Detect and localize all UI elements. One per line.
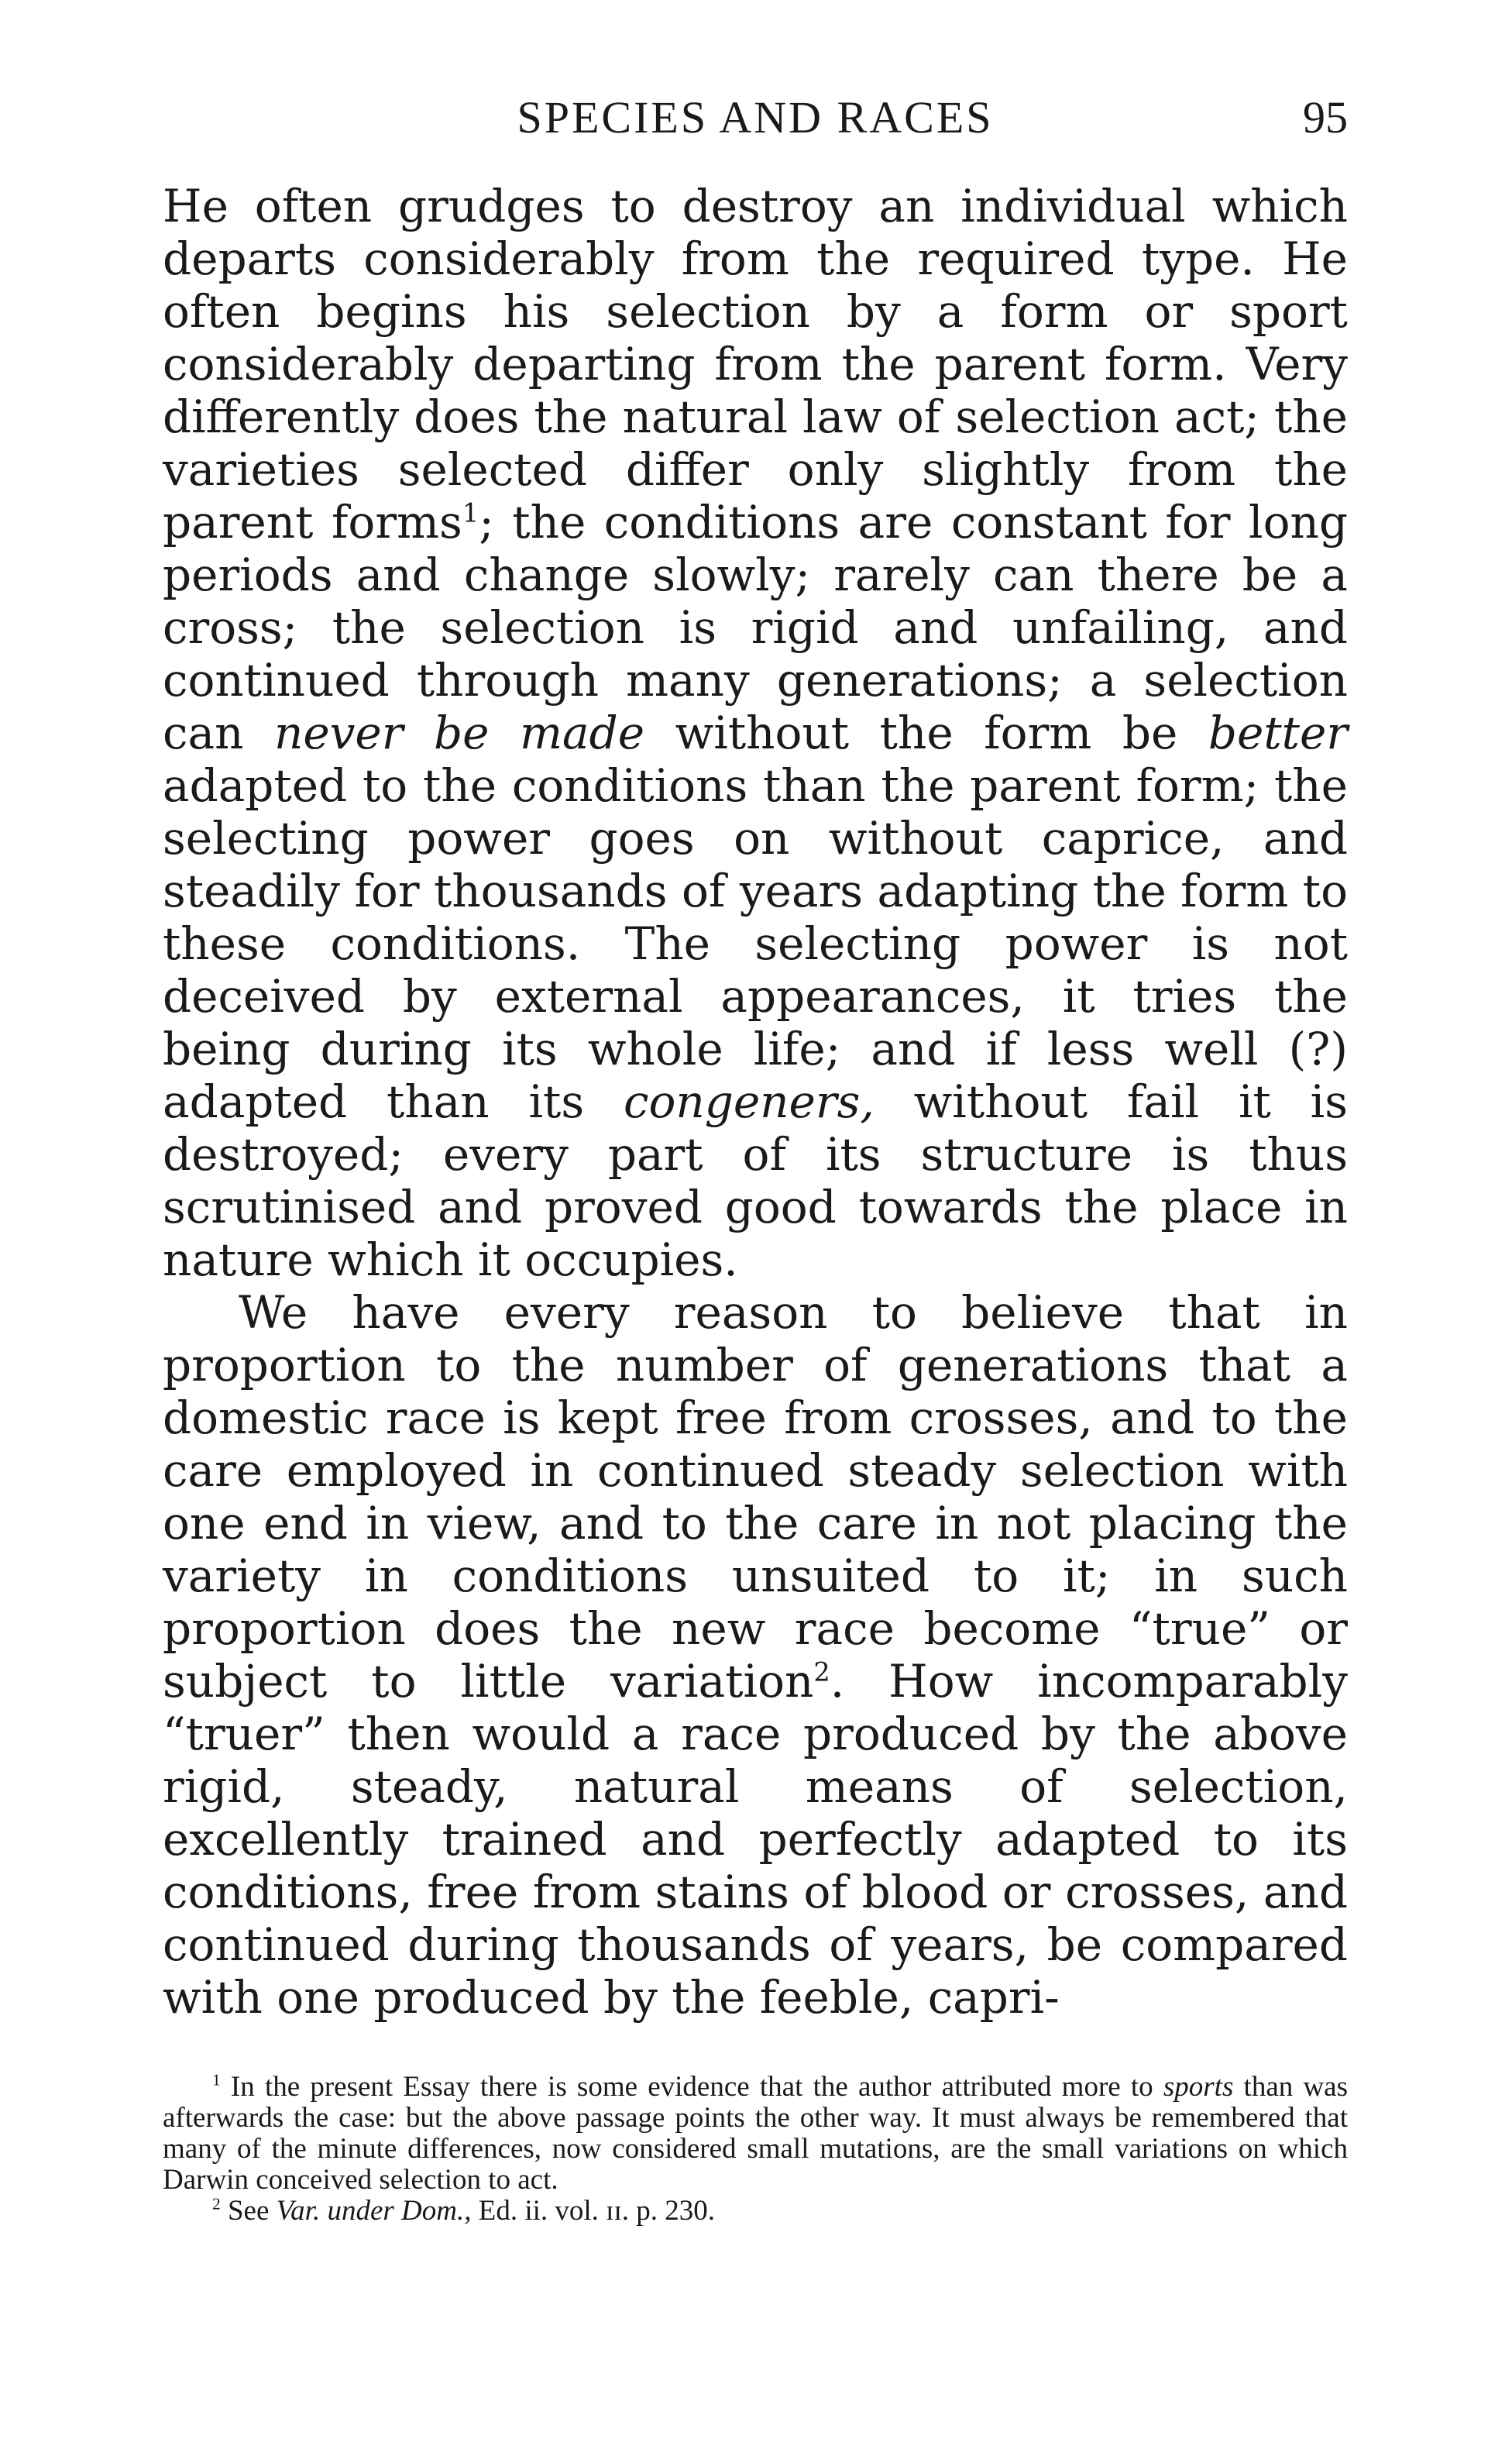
footnote-ref-1: 1 — [462, 497, 479, 528]
running-title: SPECIES AND RACES — [517, 92, 994, 143]
footnote-1-text-1: In the present Essay there is some evidence that the author attributed more to — [220, 2071, 1163, 2103]
paragraph-2 — [163, 1286, 1348, 2024]
paragraph-1-text-3: without the form be — [644, 707, 1208, 759]
paragraph-1-text-5: without fail it is destroyed; every part of its structure is thus scrutinised and proved good towards the place in nature which it occupies. — [163, 1075, 1348, 1286]
paragraph-2-text-2: . How incomparably “truer” then would a race produced by the above rigid, steady, natural means of selection, excellently trained and perfectly adapted to its conditions, free from stains of blood or crosses, and continued during thousands of years, be compared with one produced by the feeble, capri- — [163, 1655, 1348, 2024]
footnote-1 — [163, 2072, 1348, 2196]
paragraph-1-italic-2: better — [1208, 707, 1349, 759]
body-text — [163, 180, 1348, 2024]
paragraph-1-italic-3: congeners, — [623, 1075, 875, 1128]
paragraph-1-text-1: He often grudges to destroy an individual which departs considerably from the required type. He often begins his selection by a form or sport considerably departing from the parent form. Very differently does the natural law of selection act; the varieties selected differ only slightly from the parent forms — [163, 180, 1348, 549]
footnote-1-mark: 1 — [212, 2070, 221, 2090]
paragraph-1-text-4: adapted to the conditions than the parent form; the selecting power goes on without caprice, and steadily for thousands of years adapting the form to these conditions. The selecting power is not deceived by external appearances, it tries the being during its whole life; and if less well (?) adapted than its — [163, 759, 1348, 1128]
footnote-2-text-2: Ed. ii. vol. ɪɪ. p. 230. — [471, 2195, 715, 2227]
footnote-2-text-1: See — [220, 2195, 277, 2227]
footnote-1-text-2: than was afterwards the case: but the above passage points the other way. It must always be remembered that many of the minute differences, now considered small mutations, are the small variations on which Darwin conceived selection to act. — [163, 2071, 1348, 2196]
footnote-2-mark: 2 — [212, 2194, 221, 2213]
footnotes — [163, 2072, 1348, 2227]
running-head — [163, 77, 1348, 152]
paragraph-1-italic-1: never be made — [273, 707, 645, 759]
book-page — [163, 77, 1348, 2227]
page-number: 95 — [1303, 92, 1348, 143]
paragraph-2-text-1: We have every reason to believe that in proportion to the number of generations that a domestic race is kept free from crosses, and to the care employed in continued steady selection with one end in view, and to the care in not placing the variety in conditions unsuited to it; in such proportion does the new race become “true” or subject to little variation — [163, 1286, 1348, 1708]
paragraph-1-text-2: ; the conditions are constant for long periods and change slowly; rarely can there be a cross; the selection is rigid and unfailing, and continued through many generations; a selection can — [163, 496, 1348, 759]
footnote-1-italic: sports — [1163, 2071, 1234, 2103]
footnote-2 — [163, 2196, 1348, 2227]
footnote-ref-2: 2 — [813, 1656, 830, 1687]
footnote-2-italic: Var. under Dom., — [276, 2195, 472, 2227]
paragraph-1 — [163, 180, 1348, 1286]
